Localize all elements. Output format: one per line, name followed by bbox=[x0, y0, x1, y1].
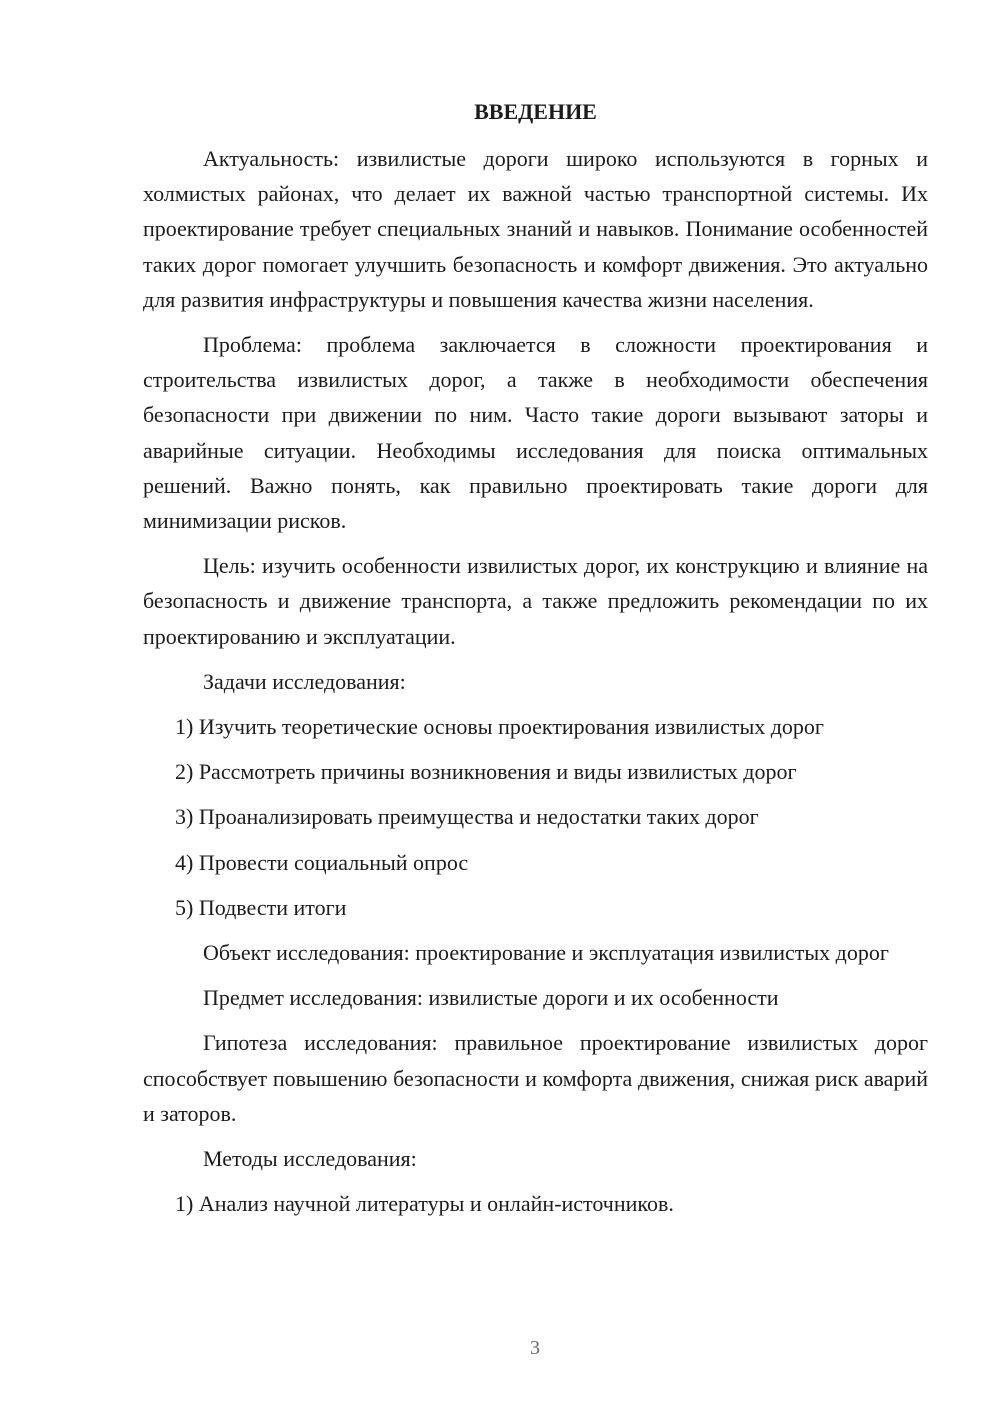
object-paragraph: Объект исследования: проектирование и эксплуатация извилистых дорог bbox=[203, 940, 889, 966]
task-item: 4) Провести социальный опрос bbox=[175, 849, 469, 875]
hypothesis-paragraph: Гипотеза исследования: правильное проектирование извилистых дорог способствует повышению безопасности и комфорта движения, снижая риск аварий и заторов. bbox=[143, 1030, 928, 1126]
task-item: 3) Проанализировать преимущества и недостатки таких дорог bbox=[175, 804, 759, 830]
tasks-title: Задачи исследования: bbox=[203, 668, 406, 694]
task-item: 2) Рассмотреть причины возникновения и виды извилистых дорог bbox=[175, 759, 797, 785]
methods-title: Методы исследования: bbox=[203, 1146, 417, 1172]
section-heading: ВВЕДЕНИЕ bbox=[474, 99, 597, 124]
method-item: 1) Анализ научной литературы и онлайн-источников. bbox=[175, 1191, 674, 1217]
subject-paragraph: Предмет исследования: извилистые дороги и их особенности bbox=[203, 985, 779, 1011]
task-item: 1) Изучить теоретические основы проектирования извилистых дорог bbox=[175, 714, 824, 740]
page-number: 3 bbox=[530, 1337, 540, 1359]
relevance-paragraph: Актуальность: извилистые дороги широко используются в горных и холмистых районах, что делает их важной частью транспортной системы. Их проектирование требует специальных знаний и навыков. Понимание особенностей таких дорог помогает улучшить безопасность и комфорт движения. Это актуально для развития инфраструктуры и повышения качества жизни населения. bbox=[143, 146, 928, 312]
goal-paragraph: Цель: изучить особенности извилистых дорог, их конструкцию и влияние на безопасность и движение транспорта, а также предложить рекомендации по их проектированию и эксплуатации. bbox=[143, 553, 928, 649]
section-body bbox=[143, 141, 928, 1231]
problem-paragraph: Проблема: проблема заключается в сложности проектирования и строительства извилистых дорог, а также в необходимости обеспечения безопасности при движении по ним. Часто такие дороги вызывают заторы и аварийные ситуации. Необходимы исследования для поиска оптимальных решений. Важно понять, как правильно проектировать такие дороги для минимизации рисков. bbox=[143, 332, 928, 534]
task-item: 5) Подвести итоги bbox=[175, 894, 347, 920]
